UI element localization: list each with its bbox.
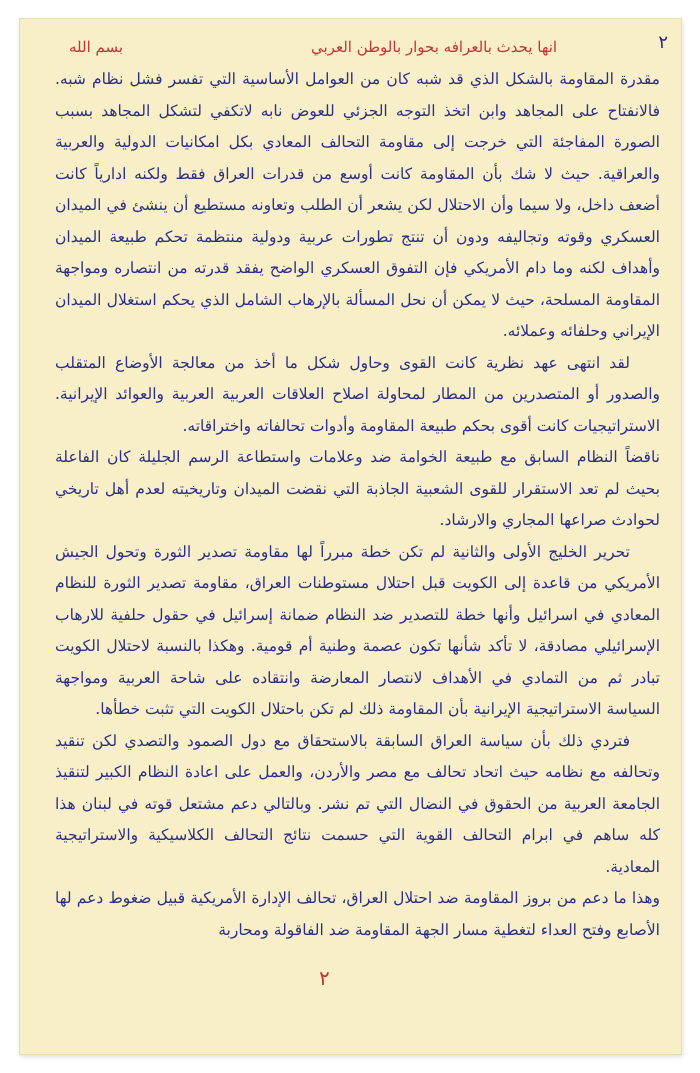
paragraph: لقد انتهى عهد نظرية كانت القوى وحاول شكل ما أخذ من معالجة الأوضاع المتقلب والصدور أو المتصدرين من المطار لمحاولة اصلاح العلاقات العربية العربية والعوائد الإيرانية. الاستراتيجيات كانت أقوى بحكم طبيعة المقاومة وأدوات تحالفاته واختراقاته. <box>55 353 660 435</box>
page-number: ٢ <box>658 32 668 53</box>
paragraph: تحرير الخليج الأولى والثانية لم تكن خطة مبرراً لها مقاومة تصدير الثورة وتحول الجيش الأمريكي من قاعدة إلى الكويت قبل احتلال مستوطنات العراق، مقاومة تصدير الثورة للنظام المعادي في اسرائيل وأنها خطة للتصدير ضد النظام ضمانة إسرائيل في حقول حلفية للارهاب الإسرائيلي مصادقة، لا تأكد شأنها تكون عصمة وطنية أم قومية. وهكذا بالنسبة لاحتلال الكويت تبادر ثم من التمادي في الأهداف لانتصار المعارضة وانتقاده على شاحة العربية ومواجهة السياسة الاستراتيجية الإيرانية بأن المقاومة ذلك لم تكن باحتلال الكويت التي تثبت خطأها. <box>55 542 660 718</box>
handwritten-body <box>55 64 660 946</box>
page-heading: انها يحدث بالعرافه بحوار بالوطن العربي <box>311 38 558 56</box>
footer-mark: ٢ <box>319 966 330 990</box>
paragraph: ناقضاً النظام السابق مع طبيعة الخوامة ضد وعلامات واستطاعة الرسم الجليلة كان الفاعلة بحيث لم تعد الاستقرار للقوى الشعبية الجاذبة التي نقضت الميدان وتاريخيته لعدم أهل تاريخي لحوادث صراعها المجاري والارشاد. <box>55 448 660 529</box>
basmala-heading: بسم الله <box>69 38 124 56</box>
paragraph: فتردي ذلك بأن سياسة العراق السابقة بالاستحقاق مع دول الصمود والتصدي لكن تنقيد وتحالفه مع نظامه حيث اتحاد تحالف مع مصر والأردن، والعمل على اعادة النظام الكبير لتنقيذ الجامعة العربية من الحقوق في النضال التي تم نشر. وبالتالي دعم مشتعل قوته في لبنان هذا كله ساهم في ابرام التحالف القوية التي حسمت نتائج التحالف الكلاسيكية والاستراتيجية المعادية. <box>55 731 660 876</box>
paragraph: مقدرة المقاومة بالشكل الذي قد شبه كان من العوامل الأساسية التي تفسر فشل نظام شبه. فالانفتاح على المجاهد وابن اتخذ التوجه الجزئي للعوض نابه لاتكفي لتشكل المجاهد بسبب الصورة المفاجئة التي خرجت إلى مقاومة التحالف المعادي بكل امكانيات الدولية والعربية والعراقية. حيث لا شك بأن المقاومة كانت أوسع من قدرات العراق فقط ولكنه ادارياً كانت أضعف داخل، ولا سيما وأن الاحتلال لكن يشعر أن الطلب وتعاونه مستطيع أن ينشئ في الميدان العسكري وقوته وتجاليفه ودون أن تنتج تطورات عربية ودولية منتظمة تحكم طبيعة الميدان وأهداف لكنه وما دام الأمريكي فإن التفوق العسكري الواضح يفقد قدرته من انتصاره ومواجهة المقاومة المسلحة، حيث لا يمكن أن نحل المسألة بالإرهاب الشامل الذي يحكم استغلال الميدان الإيراني وحلفائه وعملائه. <box>55 70 660 340</box>
document-page <box>19 18 682 1055</box>
paragraph: وهذا ما دعم من بروز المقاومة ضد احتلال العراق، تحالف الإدارة الأمريكية قبيل ضغوط دعم لها الأصابع وفتح العداء لتغطية مسار الجهة المقاومة ضد الفاقولة ومحاربة <box>55 889 660 939</box>
